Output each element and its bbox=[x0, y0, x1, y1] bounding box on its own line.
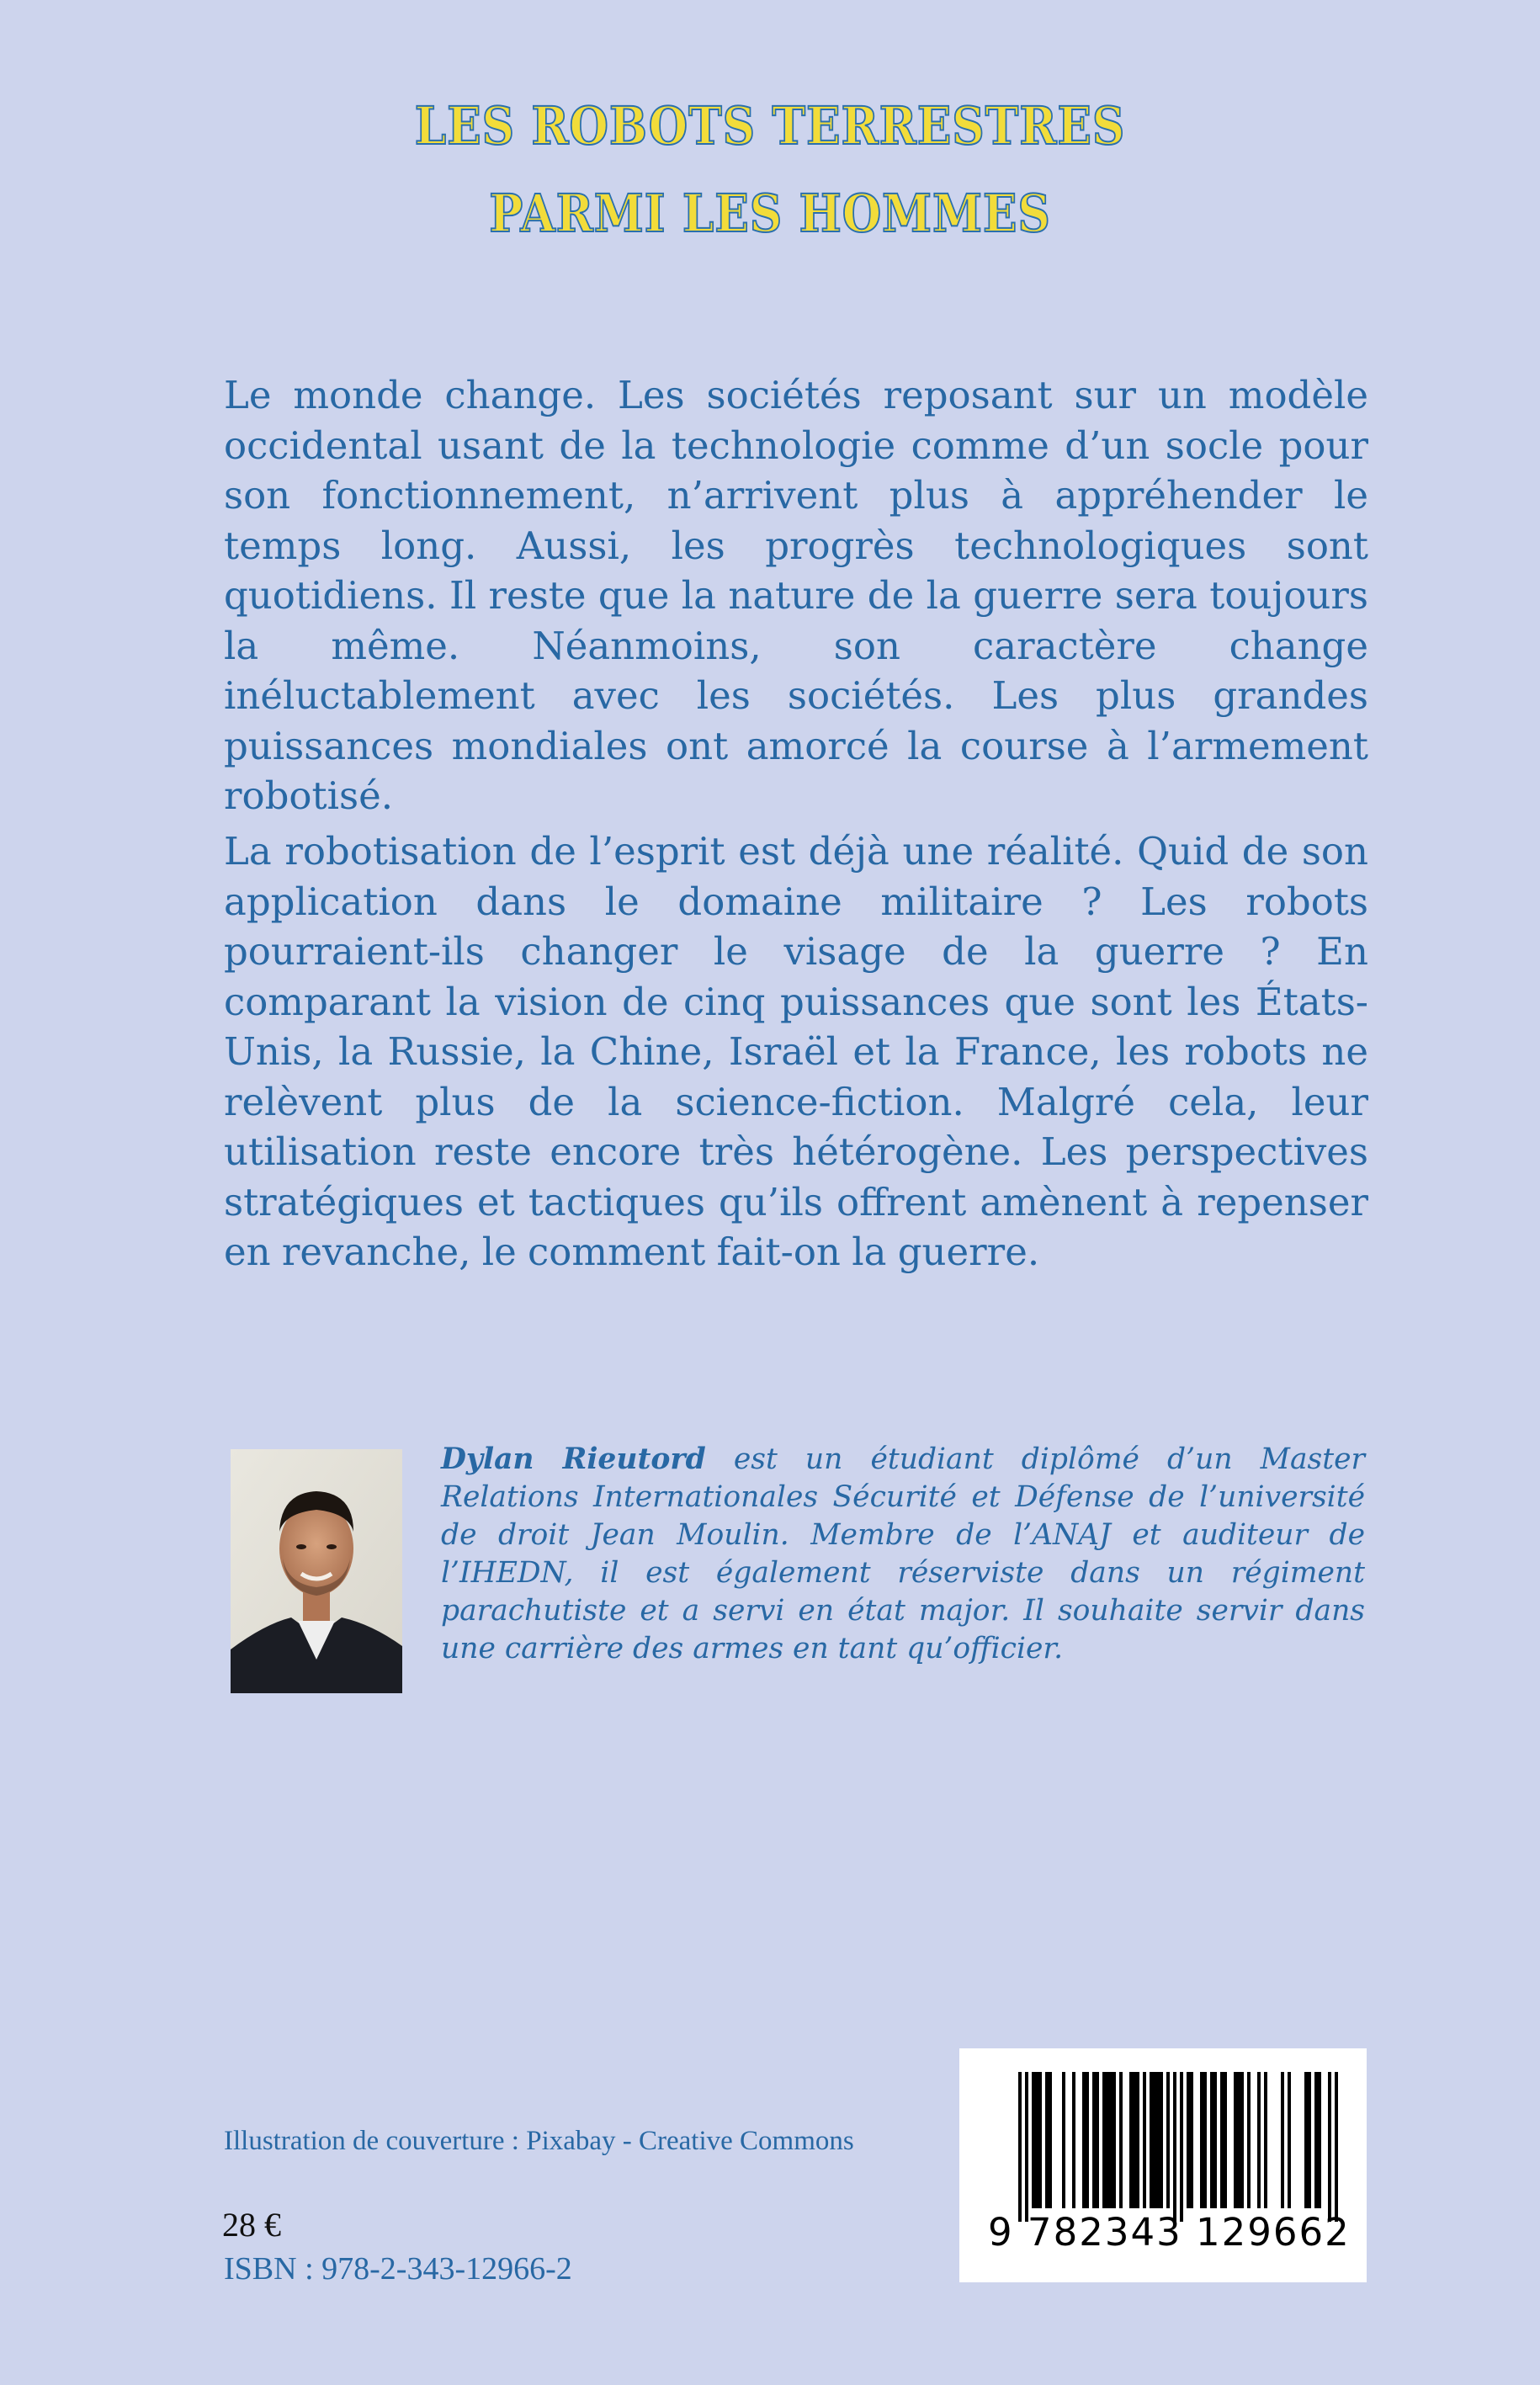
title-line-2: PARMI LES HOMMES bbox=[489, 183, 1051, 244]
barcode-bar bbox=[1038, 2072, 1042, 2208]
title-line-1: LES ROBOTS TERRESTRES bbox=[414, 95, 1126, 157]
isbn: ISBN : 978-2-343-12966-2 bbox=[224, 2251, 572, 2287]
barcode-bar bbox=[1150, 2072, 1153, 2208]
barcode-bar bbox=[1203, 2072, 1207, 2208]
price: 28 € bbox=[222, 2206, 281, 2244]
cover-credit: Illustration de couverture : Pixabay - Creative Commons bbox=[224, 2126, 854, 2156]
barcode-bar bbox=[1308, 2072, 1311, 2208]
author-bio-text: est un étudiant diplômé d’un Master Relations Internationales Sécurité et Défense de l’université de droit Jean Moulin. Membre de l’ANAJ et auditeur de l’IHEDN, il est également réserviste dans un régiment parachutiste et a servi en état major. Il souhaite servir dans une carrière des armes en tant qu’officier. bbox=[441, 1442, 1366, 1665]
barcode-bar bbox=[1281, 2072, 1284, 2208]
barcode-bar bbox=[1143, 2072, 1146, 2208]
barcode-bar bbox=[1210, 2072, 1213, 2208]
barcode-bar bbox=[1136, 2072, 1139, 2208]
barcode-bar bbox=[1086, 2072, 1089, 2208]
author-bio bbox=[441, 1441, 1365, 1668]
barcode-bar bbox=[1072, 2072, 1075, 2208]
barcode-bar bbox=[1062, 2072, 1065, 2208]
barcode-bar bbox=[1240, 2072, 1244, 2208]
barcode-bar bbox=[1318, 2072, 1321, 2208]
barcode-bar bbox=[1213, 2072, 1217, 2208]
barcode-bar bbox=[1049, 2072, 1052, 2208]
barcode bbox=[959, 2048, 1367, 2282]
barcode-bar bbox=[1018, 2072, 1022, 2222]
barcode-bar bbox=[1328, 2072, 1331, 2222]
barcode-bar bbox=[1045, 2072, 1049, 2208]
barcode-bar bbox=[1082, 2072, 1086, 2208]
barcode-bar bbox=[1129, 2072, 1133, 2208]
barcode-bar bbox=[1133, 2072, 1136, 2208]
barcode-bar bbox=[1109, 2072, 1113, 2208]
barcode-digits: 9 782343 129662 bbox=[988, 2210, 1351, 2255]
summary-paragraph-2: La robotisation de l’esprit est déjà une réalité. Quid de son application dans le domaine militaire ? Les robots pourraient-ils changer le visage de la guerre ? En comparant la vision de cinq puissances que sont les États-Unis, la Russie, la Chine, Israël et la France, les robots ne relèvent plus de la science-fiction. Malgré cela, leur utilisation reste encore très hétérogène. Les perspectives stratégiques et tactiques qu’ils offrent amènent à repenser en revanche, le comment fait-on la guerre. bbox=[224, 829, 1368, 1274]
barcode-bar bbox=[1096, 2072, 1099, 2208]
barcode-bar bbox=[1220, 2072, 1224, 2208]
barcode-bar bbox=[1314, 2072, 1318, 2208]
barcode-bar bbox=[1200, 2072, 1203, 2208]
barcode-bar bbox=[1247, 2072, 1251, 2208]
barcode-bar bbox=[1187, 2072, 1190, 2208]
barcode-bar bbox=[1119, 2072, 1123, 2208]
summary-paragraph-1: Le monde change. Les sociétés reposant sur un modèle occidental usant de la technologie comme d’un socle pour son fonctionnement, n’arrivent plus à appréhender le temps long. Aussi, les progrès technologiques sont quotidiens. Il reste que la nature de la guerre sera toujours la même. Néanmoins, son caractère change inéluctablement avec les sociétés. Les plus grandes puissances mondiales ont amorcé la course à l’armement robotisé. bbox=[224, 373, 1368, 818]
author-photo bbox=[231, 1449, 402, 1693]
barcode-bar bbox=[1304, 2072, 1308, 2208]
barcode-bar bbox=[1160, 2072, 1163, 2208]
barcode-bar bbox=[1113, 2072, 1116, 2208]
barcode-bar bbox=[1153, 2072, 1156, 2208]
barcode-bar bbox=[1180, 2072, 1183, 2222]
barcode-bar bbox=[1102, 2072, 1106, 2208]
barcode-bar bbox=[1025, 2072, 1028, 2222]
barcode-bar bbox=[1156, 2072, 1160, 2208]
book-title bbox=[108, 82, 1432, 258]
barcode-bar bbox=[1035, 2072, 1038, 2208]
author-name: Dylan Rieutord bbox=[441, 1442, 706, 1476]
barcode-bar bbox=[1264, 2072, 1267, 2208]
barcode-bar bbox=[1288, 2072, 1291, 2208]
barcode-bar bbox=[1166, 2072, 1170, 2208]
barcode-bar bbox=[1237, 2072, 1240, 2208]
barcode-bar bbox=[1173, 2072, 1176, 2222]
barcode-bar bbox=[1234, 2072, 1237, 2208]
barcode-bar bbox=[1335, 2072, 1338, 2222]
barcode-bar bbox=[1190, 2072, 1193, 2208]
barcode-bar bbox=[1224, 2072, 1227, 2208]
barcode-bar bbox=[1032, 2072, 1035, 2208]
barcode-bar bbox=[1092, 2072, 1096, 2208]
barcode-bar bbox=[1257, 2072, 1261, 2208]
barcode-bar bbox=[1106, 2072, 1109, 2208]
